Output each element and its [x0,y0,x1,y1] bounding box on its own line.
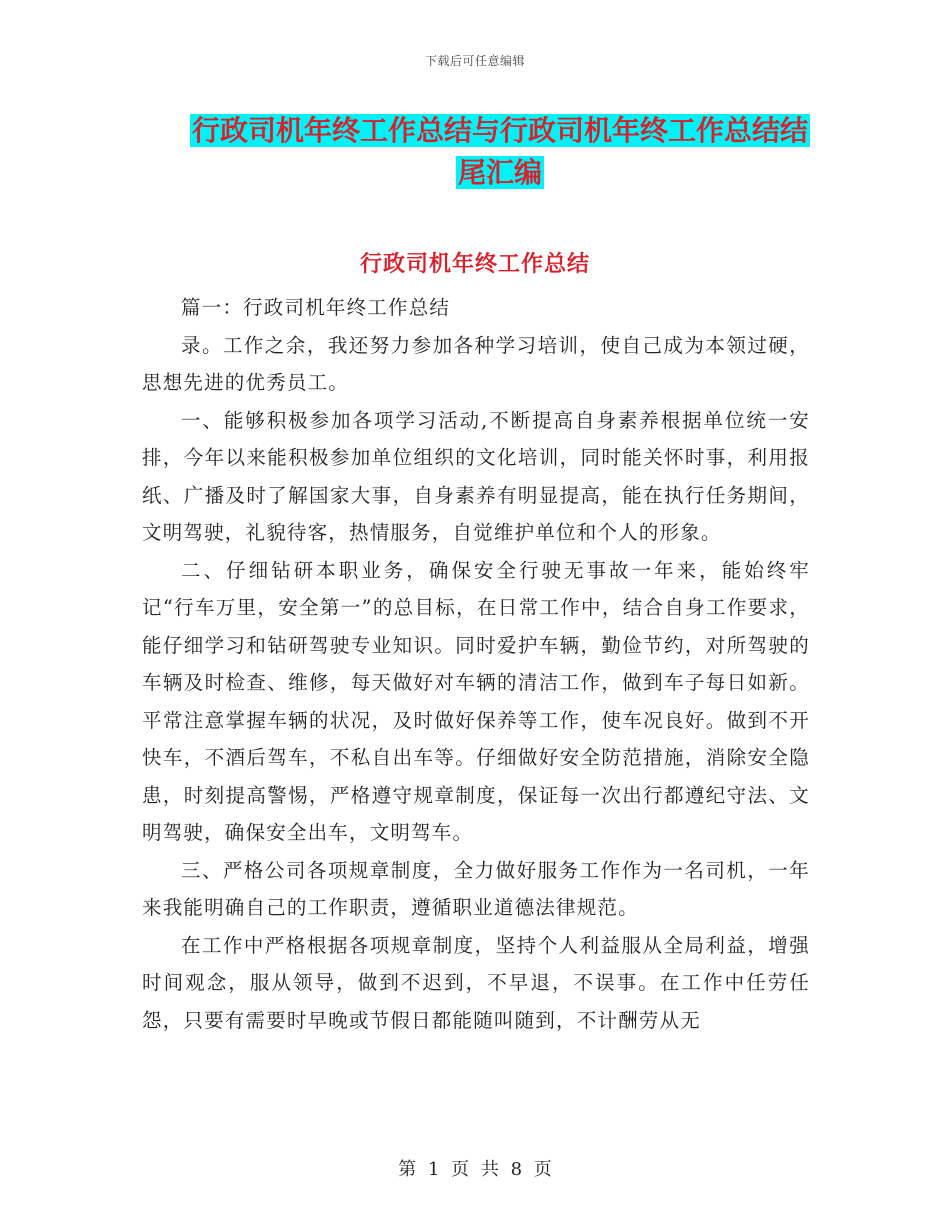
section-title: 行政司机年终工作总结 [359,252,590,277]
paragraph: 二、仔细钻研本职业务，确保安全行驶无事故一年来，能始终牢记“行车万里，安全第一”的总目标，在日常工作中，结合自身工作要求，能仔细学习和钻研驾驶专业知识。同时爱护车辆，勤俭节约，对所驾驶的车辆及时检查、维修，每天做好对车辆的清洁工作，做到车子每日如新。平常注意掌握车辆的状况，及时做好保养等工作，使车况良好。做到不开快车，不酒后驾车，不私自出车等。仔细做好安全防范措施，消除安全隐患，时刻提高警惕，严格遵守规章制度，保证每一次出行都遵纪守法、文明驾驶，确保安全出车，文明驾车。 [142,558,810,844]
document-title [190,110,810,194]
paragraph: 三、严格公司各项规章制度，全力做好服务工作作为一名司机，一年来我能明确自己的工作职责，遵循职业道德法律规范。 [142,858,810,919]
paragraph: 篇一：行政司机年终工作总结 [181,296,451,319]
document-title-text: 行政司机年终工作总结与行政司机年终工作总结结尾汇编 [192,114,809,189]
paragraph: 在工作中严格根据各项规章制度，坚持个人利益服从全局利益，增强时间观念，服从领导，做到不迟到，不早退，不误事。在工作中任劳任怨，只要有需要时早晚或节假日都能随叫随到，不计酬劳从无 [142,933,810,1032]
page-header-note: 下载后可任意编辑 [424,54,525,68]
paragraph: 一、能够积极参加各项学习活动,不断提高自身素养根据单位统一安排，今年以来能积极参加单位组织的文化培训，同时能关怀时事，利用报纸、广播及时了解国家大事，自身素养有明显提高，能在执行任务期间，文明驾驶，礼貌待客，热情服务，自觉维护单位和个人的形象。 [142,408,810,544]
paragraph: 录。工作之余，我还努力参加各种学习培训，使自己成为本领过硬，思想先进的优秀员工。 [142,333,810,394]
page-number: 第 1 页 共 8 页 [398,1159,552,1180]
document-body [142,289,810,1039]
